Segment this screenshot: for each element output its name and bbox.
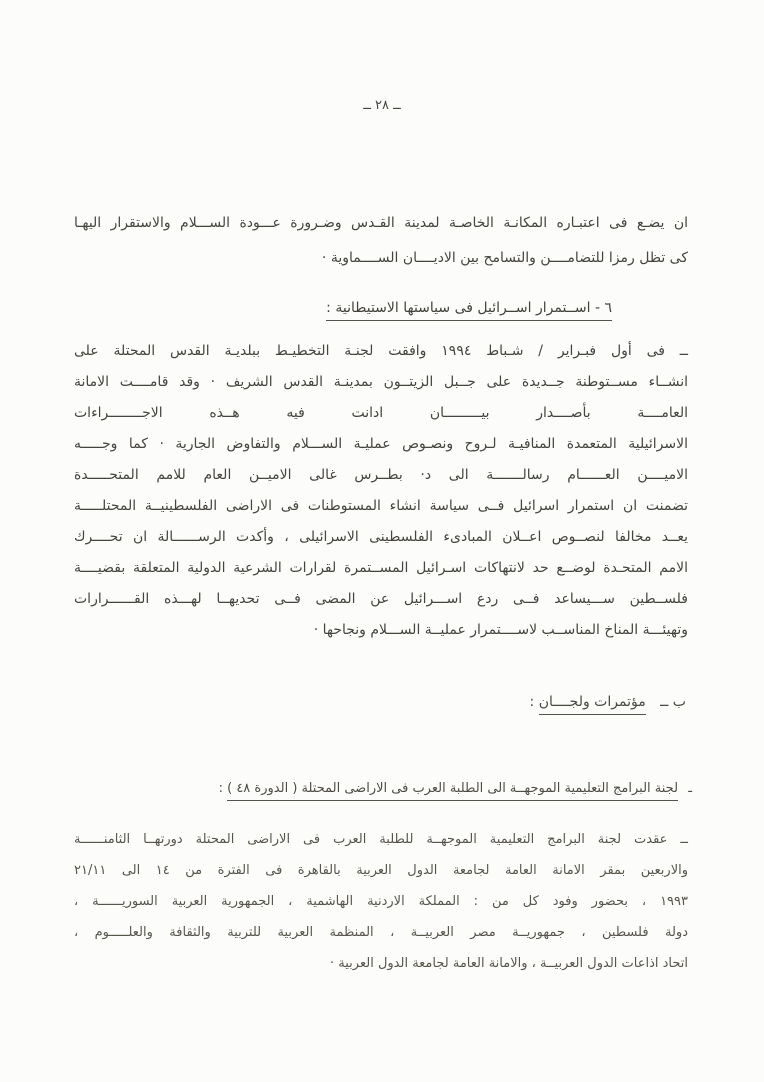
text-line: ــ فى أول فبـراير / شـباط ١٩٩٤ وافقت لجنـة التخطيـط ببلديـة القدس المحتلة على <box>74 343 689 359</box>
text-line: الاسرائيلية المتعمدة المنافيـة لـروح ونصـوص عمليـة الســـلام والتفاوض الجارية · كما وجـــــه <box>74 436 688 452</box>
text-line: الامم المتحـدة لوضــع حد لانتهاكات اسـرائيل المســتمرة لقرارات الشرعية الدولية المتعلقة بقضيــــة <box>74 560 688 576</box>
section-b-colon: : <box>529 694 539 710</box>
page-number: ــ ٢٨ ــ <box>363 98 401 113</box>
text-line: ان يضـع فى اعتبـاره المكانـة الخاصـة لمدينة القـدس وضـرورة عـــودة الســـلام والاستقرار اليهـا <box>74 215 688 231</box>
text-line: ١٩٩٣ ، بحضور وفود كل من : المملكة الاردنية الهاشمية ، الجمهورية العربية السوريــــــة ، <box>74 894 688 909</box>
section-b-heading <box>530 694 686 710</box>
text-line: اتحاد اذاعات الدول العربيــة ، والامانة العامة لجامعة الدول العربية · <box>330 956 688 971</box>
text-line: فلســطين ســـيساعد فــى ردع اســـرائيل عن المضى فــى تحديهــا لهـــذه القــــــرارات <box>74 591 688 607</box>
text-line: الاميــــن العــــــام رسالـــــــة الى د· بطــرس غالى الاميــن العام للامم المتحـــــدة <box>74 467 688 483</box>
section-6-heading-text: ٦ - اســتمرار اســرائيل فى سياستها الاستيطانية : <box>326 300 612 321</box>
text-line: دولة فلسطين ، جمهوريــة مصر العربيــة ، المنظمة العربية للتربية والثقافة والعلـــــوم ، <box>74 925 688 940</box>
text-line: العامــــة بأصــــدار بيـــــــــان ادانت فيه هــذه الاجــــــــراءات <box>74 405 688 421</box>
intro-paragraph <box>74 206 688 276</box>
text-line: انشــاء مســتوطنة جــديدة على جــبل الزيتــون بمدينـة القدس الشريف · وقد قامــــت الامانة <box>74 374 688 390</box>
text-line: ــ عقدت لجنة البرامج التعليمية الموجهــة للطلبة العرب فى الاراضى المحتلة دورتهــا الثامنــــــة <box>74 832 688 847</box>
section-b-prefix: ب ــ <box>660 694 686 710</box>
text-line: تضمنت ان استمرار اسرائيل فــى سياسة انشاء المستوطنات فى الاراضى الفلسطينيــة المحتلـــــة <box>74 498 688 514</box>
text-line: كى تظل رمزا للتضامــــن والتسامح بين الاديــــان الســــماوية · <box>321 250 688 266</box>
list-dash: ـ <box>688 781 692 796</box>
committee-paragraph <box>74 824 688 979</box>
committee-heading-colon: : <box>218 781 228 796</box>
section-6-paragraph <box>74 336 688 646</box>
text-line: والاربعين بمقر الامانة العامة لجامعة الدول العربية بالقاهرة فى الفترة من ١٤ الى ٢١/١١ <box>74 863 688 878</box>
text-line: يعــد مخالفا لنصــوص اعــلان المبادىء الفلسطينى الاسرائيلى ، وأكدت الرســــــالة ان تحــــرك <box>74 529 688 545</box>
committee-heading <box>72 781 692 796</box>
text-line: وتهيئـــة المناخ المناســب لاســــتمرار عمليــة الســـلام ونجاحها · <box>313 622 688 638</box>
section-6-heading <box>326 300 612 316</box>
committee-heading-text: لجنة البرامج التعليمية الموجهــة الى الطلبة العرب فى الاراضى المحتلة ( الدورة ٤٨ ) <box>227 781 678 801</box>
section-b-label: مؤتمرات ولجــــان <box>539 694 646 715</box>
